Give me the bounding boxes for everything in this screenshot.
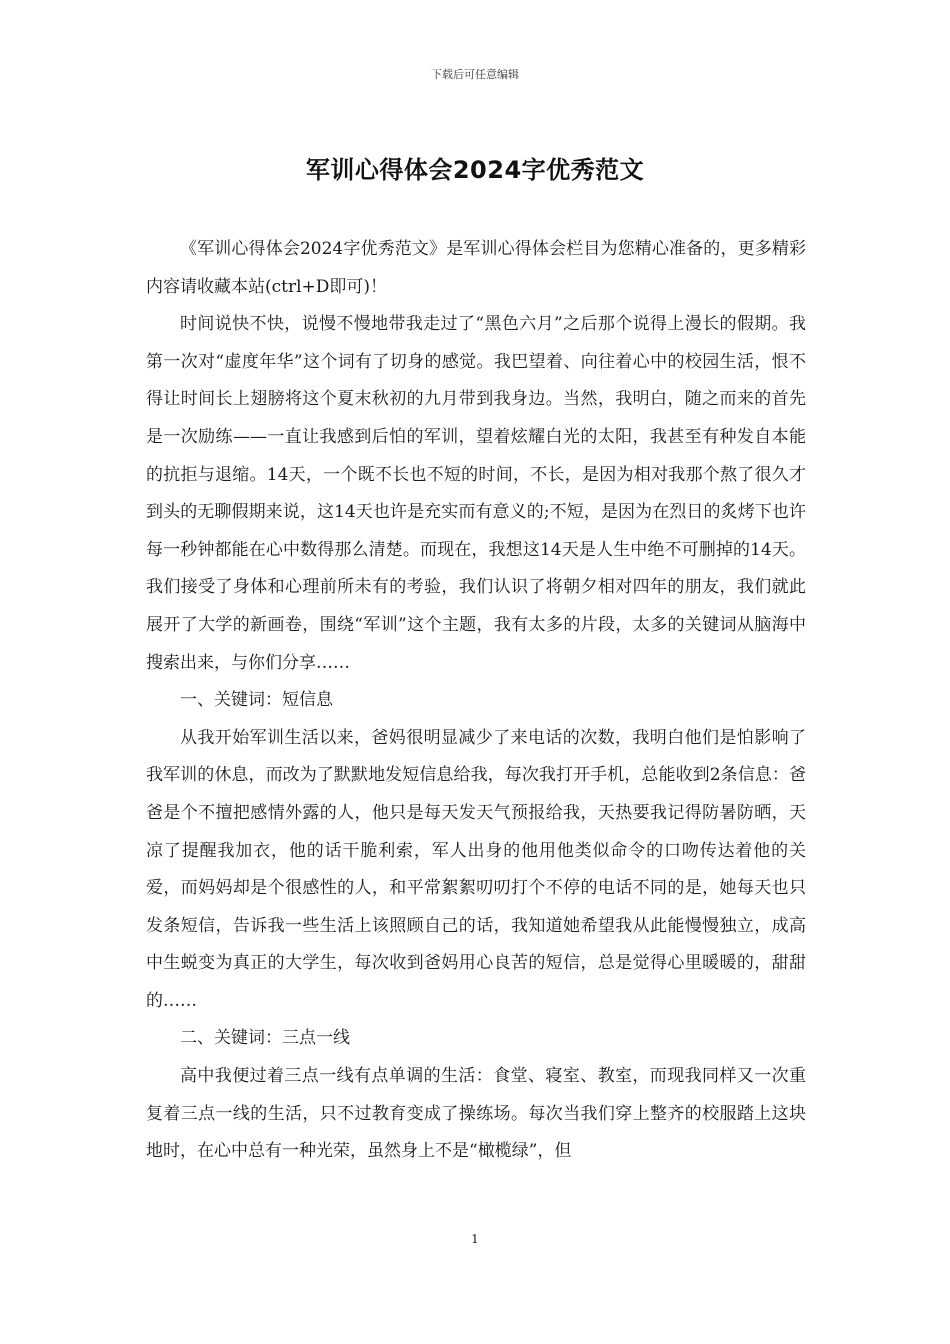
body-paragraph: 高中我便过着三点一线有点单调的生活：食堂、寝室、教室，而现我同样又一次重复着三点一线的生活，只不过教育变成了操练场。每次当我们穿上整齐的校服踏上这块地时，在心中总有一种光荣，虽然身上不是“橄榄绿”，但 — [146, 1066, 806, 1162]
intro-paragraph: 《军训心得体会2024字优秀范文》是军训心得体会栏目为您精心准备的，更多精彩内容请收藏本站(ctrl+D即可)！ — [146, 239, 806, 297]
body-paragraph: 时间说快不快，说慢不慢地带我走过了“黑色六月”之后那个说得上漫长的假期。我第一次对“虚度年华”这个词有了切身的感觉。我巴望着、向往着心中的校园生活，恨不得让时间长上翅膀将这个夏末秋初的九月带到我身边。当然，我明白，随之而来的首先是一次励练——一直让我感到后怕的军训，望着炫耀白光的太阳，我甚至有种发自本能的抗拒与退缩。14天，一个既不长也不短的时间，不长，是因为相对我那个熬了很久才到头的无聊假期来说，这14天也许是充实而有意义的;不短，是因为在烈日的炙烤下也许每一秒钟都能在心中数得那么清楚。而现在，我想这14天是人生中绝不可删掉的14天。我们接受了身体和心理前所未有的考验，我们认识了将朝夕相对四年的朋友，我们就此展开了大学的新画卷，围绕“军训”这个主题，我有太多的片段，太多的关键词从脑海中搜索出来，与你们分享…… — [146, 314, 806, 673]
section-heading: 一、关键词：短信息 — [180, 690, 333, 711]
page-number: 1 — [471, 1232, 479, 1246]
body-paragraph: 从我开始军训生活以来，爸妈很明显减少了来电话的次数，我明白他们是怕影响了我军训的休息，而改为了默默地发短信息给我，每次我打开手机，总能收到2条信息：爸爸是个不擅把感情外露的人，他只是每天发天气预报给我，天热要我记得防暑防晒，天凉了提醒我加衣，他的话干脆利索，军人出身的他用他类似命令的口吻传达着他的关爱，而妈妈却是个很感性的人，和平常絮絮叨叨打个不停的电话不同的是，她每天也只发条短信，告诉我一些生活上该照顾自己的话，我知道她希望我从此能慢慢独立，成高中生蜕变为真正的大学生，每次收到爸妈用心良苦的短信，总是觉得心里暖暖的，甜甜的…… — [146, 727, 806, 1011]
document-title: 军训心得体会2024字优秀范文 — [305, 156, 645, 184]
section-heading: 二、关键词：三点一线 — [180, 1028, 350, 1049]
page-header-note: 下载后可任意编辑 — [431, 68, 519, 81]
document-body — [146, 231, 806, 1171]
